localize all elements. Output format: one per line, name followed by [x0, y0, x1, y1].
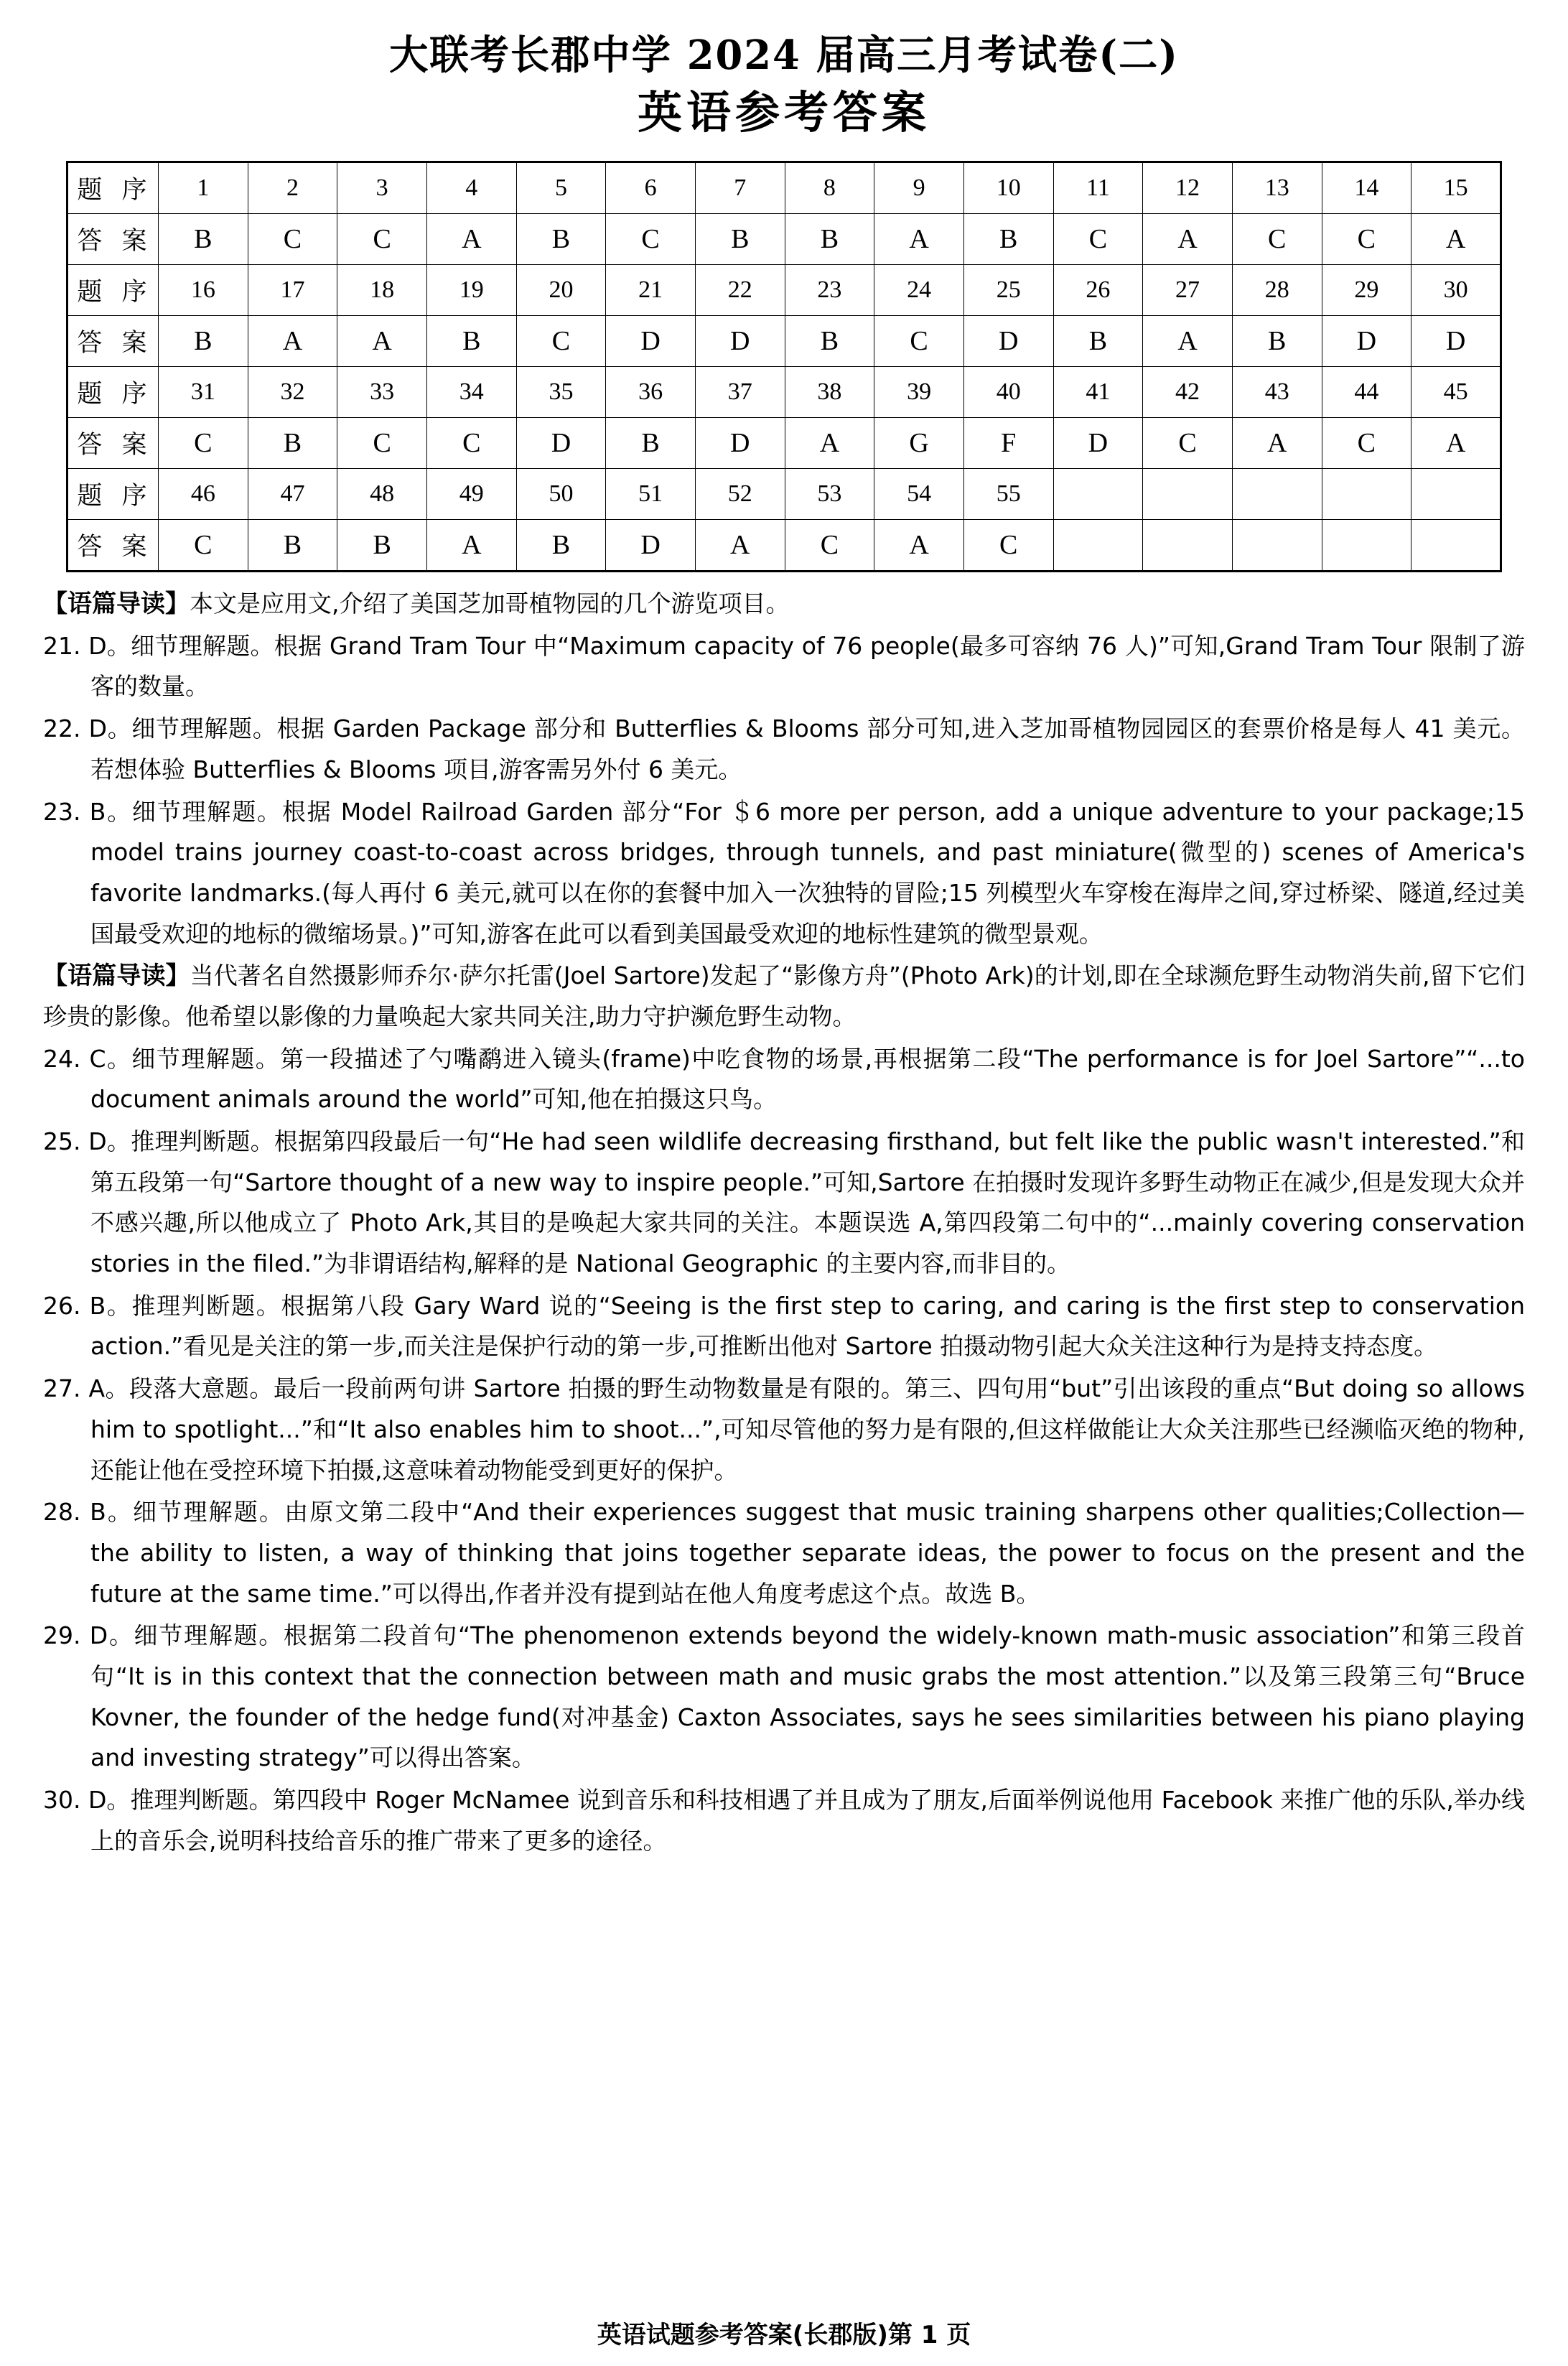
explanation-text: 23. B。细节理解题。根据 Model Railroad Garden 部分“For ＄6 more per person, add a unique adventure to your package;15 model trains journey coast-to-coast across bridges, through tunnels, and past miniature(微型的) scenes of America's favorite landmarks.(每人再付 6 美元,就可以在你的套餐中加入一次独特的冒险;15 列模型火车穿梭在海岸之间,穿过桥梁、隧道,经过美国最受欢迎的地标的微缩场景。)”可知,游客在此可以看到美国最受欢迎的地标性建筑的微型景观。: [43, 797, 1525, 948]
answer-cell: C: [606, 214, 696, 265]
explanation-text: 21. D。细节理解题。根据 Grand Tram Tour 中“Maximum capacity of 76 people(最多可容纳 76 人)”可知,Grand Tram Tour 限制了游客的数量。: [43, 631, 1525, 701]
question-number-cell: 30: [1411, 265, 1501, 316]
question-number-cell: 40: [963, 367, 1053, 418]
answer-cell: C: [785, 520, 874, 572]
question-number-cell: 43: [1232, 367, 1322, 418]
explanation-text: 25. D。推理判断题。根据第四段最后一句“He had seen wildlife decreasing firsthand, but felt like the public wasn't interested.”和第五段第一句“Sartore thought of a new way to inspire people.”可知,Sartore 在拍摄时发现许多野生动物正在减少,但是发现大众并不感兴趣,所以他成立了 Photo Ark,其目的是唤起大家共同的关注。本题误选 A,第四段第二句中的“...mainly covering conservation stories in the filed.”为非谓语结构,解释的是 National Geographic 的主要内容,而非目的。: [43, 1127, 1525, 1278]
question-number-cell: [1232, 469, 1322, 520]
explanation-text: 26. B。推理判断题。根据第八段 Gary Ward 说的“Seeing is the first step to caring, and caring is the first step to conservation action.”看见是关注的第一步,而关注是保护行动的第一步,可推断出他对 Sartore 拍摄动物引起大众关注这种行为是持支持态度。: [43, 1291, 1525, 1361]
question-number-cell: 16: [159, 265, 248, 316]
explanation-text: 24. C。细节理解题。第一段描述了勺嘴鹬进入镜头(frame)中吃食物的场景,再根据第二段“The performance is for Joel Sartore”“...to document animals around the world”可知,他在拍摄这只鸟。: [43, 1044, 1525, 1114]
explanation-text: 27. A。段落大意题。最后一段前两句讲 Sartore 拍摄的野生动物数量是有限的。第三、四句用“but”引出该段的重点“But doing so allows him to spotlight...”和“It also enables him to shoot...”,可知尽管他的努力是有限的,但这样做能让大众关注那些已经濒临灭绝的物种,还能让他在受控环境下拍摄,这意味着动物能受到更好的保护。: [43, 1374, 1525, 1484]
answer-cell: C: [874, 316, 964, 367]
answer-cell: D: [1053, 418, 1143, 469]
answer-cell: D: [1411, 316, 1501, 367]
answer-cell: C: [1232, 214, 1322, 265]
question-number-cell: 36: [606, 367, 696, 418]
explanation-item-22: [43, 709, 1525, 790]
answer-cell: C: [426, 418, 516, 469]
question-number-cell: 27: [1143, 265, 1233, 316]
explanation-text: 28. B。细节理解题。由原文第二段中“And their experiences suggest that music training sharpens other qualities;Collection—the ability to listen, a way of thinking that joins together separate ideas, the power to focus on the present and the future at the same time.”可以得出,作者并没有提到站在他人角度考虑这个点。故选 B。: [43, 1498, 1525, 1608]
question-number-cell: 24: [874, 265, 964, 316]
answer-cell: [1053, 520, 1143, 572]
question-number-cell: 52: [695, 469, 785, 520]
question-number-cell: 39: [874, 367, 964, 418]
answer-cell: C: [1322, 418, 1411, 469]
question-number-cell: 41: [1053, 367, 1143, 418]
explanation-text: 29. D。细节理解题。根据第二段首句“The phenomenon extends beyond the widely-known math-music association”和第三段首句“It is in this context that the connection between math and music grabs the most attention.”以及第三段第三句“Bruce Kovner, the founder of the hedge fund(对冲基金) Caxton Associates, says he sees similarities between his piano playing and investing strategy”可以得出答案。: [43, 1621, 1525, 1772]
answer-cell: B: [159, 214, 248, 265]
answer-cell: D: [695, 316, 785, 367]
question-number-cell: 31: [159, 367, 248, 418]
question-number-cell: 47: [248, 469, 337, 520]
answer-cell: [1411, 520, 1501, 572]
row-label-answer: 答 案: [67, 520, 159, 572]
question-number-cell: [1143, 469, 1233, 520]
question-number-cell: 10: [963, 162, 1053, 214]
answer-cell: B: [426, 316, 516, 367]
answer-cell: A: [1232, 418, 1322, 469]
row-label-answer: 答 案: [67, 418, 159, 469]
question-number-cell: 14: [1322, 162, 1411, 214]
question-number-cell: 22: [695, 265, 785, 316]
answer-cell: [1232, 520, 1322, 572]
question-number-cell: 3: [337, 162, 427, 214]
answer-cell: D: [1322, 316, 1411, 367]
answer-cell: C: [248, 214, 337, 265]
question-number-cell: 4: [426, 162, 516, 214]
guide-tag: 【语篇导读】: [43, 961, 190, 991]
answer-cell: D: [963, 316, 1053, 367]
row-label-answer: 答 案: [67, 316, 159, 367]
answer-cell: D: [695, 418, 785, 469]
question-number-cell: 42: [1143, 367, 1233, 418]
table-row: [67, 265, 1501, 316]
answer-cell: C: [337, 214, 427, 265]
question-number-cell: 49: [426, 469, 516, 520]
question-number-cell: 11: [1053, 162, 1143, 214]
table-row: [67, 162, 1501, 214]
answer-cell: B: [337, 520, 427, 572]
answer-cell: C: [1322, 214, 1411, 265]
question-number-cell: 8: [785, 162, 874, 214]
passage-guide-1: [43, 584, 1525, 625]
answer-cell: A: [337, 316, 427, 367]
answer-cell: C: [159, 520, 248, 572]
question-number-cell: 19: [426, 265, 516, 316]
answer-cell: B: [159, 316, 248, 367]
question-number-cell: 17: [248, 265, 337, 316]
answer-cell: C: [159, 418, 248, 469]
question-number-cell: 48: [337, 469, 427, 520]
answer-cell: B: [1053, 316, 1143, 367]
answer-cell: A: [1411, 418, 1501, 469]
question-number-cell: 18: [337, 265, 427, 316]
answer-cell: C: [516, 316, 606, 367]
explanation-item-27: [43, 1369, 1525, 1491]
question-number-cell: 54: [874, 469, 964, 520]
guide-text: 本文是应用文,介绍了美国芝加哥植物园的几个游览项目。: [190, 590, 790, 618]
question-number-cell: 21: [606, 265, 696, 316]
explanations-section: [43, 584, 1525, 1861]
answer-cell: A: [874, 520, 964, 572]
question-number-cell: 6: [606, 162, 696, 214]
answer-cell: B: [695, 214, 785, 265]
explanation-text: 30. D。推理判断题。第四段中 Roger McNamee 说到音乐和科技相遇了并且成为了朋友,后面举例说他用 Facebook 来推广他的乐队,举办线上的音乐会,说明科技给音乐的推广带来了更多的途径。: [43, 1786, 1525, 1855]
question-number-cell: 45: [1411, 367, 1501, 418]
row-label-question-number: 题 序: [67, 162, 159, 214]
question-number-cell: 35: [516, 367, 606, 418]
row-label-question-number: 题 序: [67, 265, 159, 316]
answer-cell: B: [248, 418, 337, 469]
answer-cell: F: [963, 418, 1053, 469]
answer-cell: B: [248, 520, 337, 572]
question-number-cell: 46: [159, 469, 248, 520]
table-row: [67, 469, 1501, 520]
answer-cell: B: [785, 316, 874, 367]
explanation-item-28: [43, 1492, 1525, 1614]
row-label-answer: 答 案: [67, 214, 159, 265]
guide-tag: 【语篇导读】: [43, 590, 190, 619]
explanation-item-25: [43, 1122, 1525, 1285]
table-row: [67, 214, 1501, 265]
table-row: [67, 520, 1501, 572]
question-number-cell: 12: [1143, 162, 1233, 214]
answer-cell: A: [426, 520, 516, 572]
question-number-cell: 28: [1232, 265, 1322, 316]
answer-cell: [1143, 520, 1233, 572]
question-number-cell: 29: [1322, 265, 1411, 316]
explanation-text: 22. D。细节理解题。根据 Garden Package 部分和 Butterflies & Blooms 部分可知,进入芝加哥植物园园区的套票价格是每人 41 美元。若想体验 Butterflies & Blooms 项目,游客需另外付 6 美元。: [43, 714, 1525, 783]
question-number-cell: 15: [1411, 162, 1501, 214]
table-row: [67, 316, 1501, 367]
subject-title: 英语参考答案: [637, 85, 930, 139]
answer-cell: C: [1053, 214, 1143, 265]
question-number-cell: 9: [874, 162, 964, 214]
answer-cell: A: [426, 214, 516, 265]
question-number-cell: [1322, 469, 1411, 520]
answer-cell: C: [963, 520, 1053, 572]
passage-guide-2: [43, 956, 1525, 1037]
answer-cell: B: [516, 520, 606, 572]
answer-cell: A: [1143, 214, 1233, 265]
answer-cell: B: [1232, 316, 1322, 367]
question-number-cell: [1411, 469, 1501, 520]
question-number-cell: 55: [963, 469, 1053, 520]
question-number-cell: 53: [785, 469, 874, 520]
question-number-cell: 13: [1232, 162, 1322, 214]
answer-cell: A: [248, 316, 337, 367]
explanation-item-23: [43, 792, 1525, 955]
page-footer: 英语试题参考答案(长郡版)第 1 页: [597, 2321, 971, 2349]
table-row: [67, 367, 1501, 418]
table-row: [67, 418, 1501, 469]
question-number-cell: 2: [248, 162, 337, 214]
answer-cell: A: [1411, 214, 1501, 265]
answer-table-container: [66, 161, 1502, 572]
answer-cell: D: [516, 418, 606, 469]
answer-cell: A: [695, 520, 785, 572]
question-number-cell: 37: [695, 367, 785, 418]
answer-cell: G: [874, 418, 964, 469]
answer-cell: C: [337, 418, 427, 469]
answer-cell: [1322, 520, 1411, 572]
question-number-cell: 50: [516, 469, 606, 520]
explanation-item-30: [43, 1780, 1525, 1861]
answer-cell: A: [874, 214, 964, 265]
question-number-cell: 33: [337, 367, 427, 418]
question-number-cell: 26: [1053, 265, 1143, 316]
explanation-item-21: [43, 626, 1525, 707]
answer-cell: B: [516, 214, 606, 265]
answer-cell: B: [785, 214, 874, 265]
answer-cell: C: [1143, 418, 1233, 469]
question-number-cell: [1053, 469, 1143, 520]
question-number-cell: 51: [606, 469, 696, 520]
page-title: 大联考长郡中学 2024 届高三月考试卷(二): [389, 32, 1179, 79]
question-number-cell: 5: [516, 162, 606, 214]
explanation-item-29: [43, 1616, 1525, 1779]
question-number-cell: 7: [695, 162, 785, 214]
answer-cell: A: [785, 418, 874, 469]
explanation-item-26: [43, 1286, 1525, 1367]
guide-text: 当代著名自然摄影师乔尔·萨尔托雷(Joel Sartore)发起了“影像方舟”(Photo Ark)的计划,即在全球濒危野生动物消失前,留下它们珍贵的影像。他希望以影像的力量唤起大家共同关注,助力守护濒危野生动物。: [43, 961, 1526, 1030]
explanation-item-24: [43, 1039, 1525, 1120]
row-label-question-number: 题 序: [67, 367, 159, 418]
question-number-cell: 23: [785, 265, 874, 316]
answer-cell: D: [606, 520, 696, 572]
question-number-cell: 25: [963, 265, 1053, 316]
question-number-cell: 32: [248, 367, 337, 418]
answer-cell: A: [1143, 316, 1233, 367]
question-number-cell: 20: [516, 265, 606, 316]
question-number-cell: 44: [1322, 367, 1411, 418]
answer-cell: B: [606, 418, 696, 469]
question-number-cell: 38: [785, 367, 874, 418]
question-number-cell: 34: [426, 367, 516, 418]
answer-cell: B: [963, 214, 1053, 265]
answer-table: [66, 161, 1502, 572]
answer-cell: D: [606, 316, 696, 367]
question-number-cell: 1: [159, 162, 248, 214]
row-label-question-number: 题 序: [67, 469, 159, 520]
